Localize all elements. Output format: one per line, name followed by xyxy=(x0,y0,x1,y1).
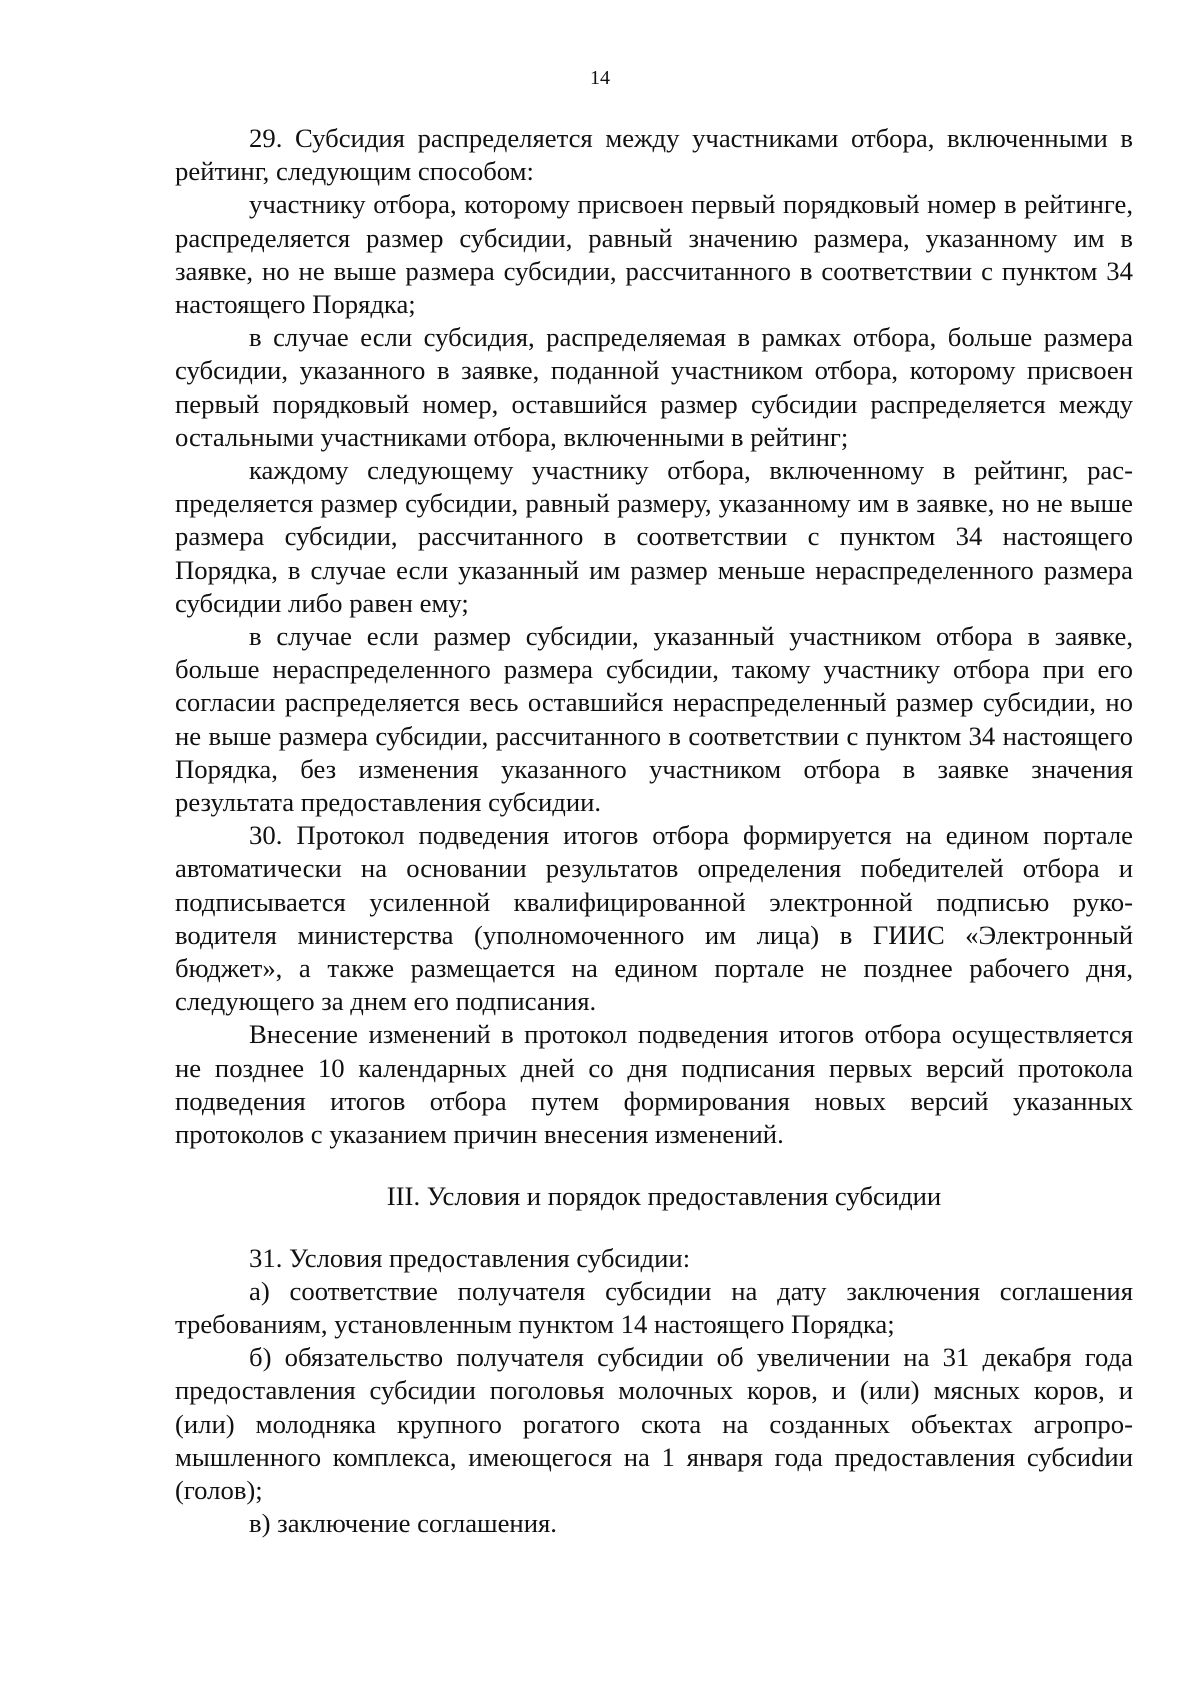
paragraph-30: 30. Протокол подведения итогов отбора формируется на едином портале автоматически на основании результатов определения победителей отбора и подписывается усиленной квалифицированной электронной подписью руководителя министерства (уполномоченного им лица) в ГИИС «Электронный бюджет», а также размещается на едином портале не позднее рабочего дня, следующего за днем его подписания. xyxy=(175,820,1133,1017)
document-body xyxy=(175,122,1133,1540)
paragraph-31-c: в) заключение соглашения. xyxy=(249,1508,557,1539)
paragraph-29-undistributed-remainder: в случае если размер субсидии, указанный участником отбора в заявке, больше нераспределенного размера субсидии, такому участнику отбора при его согласии распределяется весь оставшийся нераспределенный размер субсидии, но не выше размера субсидии, рассчитанного в соответствии с пунктом 34 настоящего Порядка, без изменения указанного участником отбора в заявке значения результата предоставления субсидии. xyxy=(175,621,1133,818)
page-number: 14 xyxy=(590,67,610,89)
paragraph-29-each-next-participant: каждому следующему участнику отбора, включенному в рейтинг, распределяется размер субсидии, равный размеру, указанному им в заявке, но не выше размера субсидии, рассчитанного в соответствии с пунктом 34 настоящего Порядка, в случае если указанный им размер меньше нераспределенного размера субсидии либо равен ему; xyxy=(175,455,1133,618)
paragraph-29: 29. Субсидия распределяется между участниками отбора, включенными в рейтинг, следующим способом: xyxy=(175,123,1133,187)
paragraph-31-a: а) соответствие получателя субсидии на дату заключения соглашения требованиям, установленным пунктом 14 настоящего Порядка; xyxy=(175,1275,1133,1339)
paragraph-29-first-participant: участнику отбора, которому присвоен первый порядковый номер в рейтинге, распределяется размер субсидии, равный значению размера, указанному им в заявке, но не выше размера субсидии, рассчитанного в соответствии с пунктом 34 настоящего Порядка; xyxy=(175,189,1133,320)
paragraph-30-protocol-changes: Внесение изменений в протокол подведения итогов отбора осуществляется не позднее 10 календарных дней со дня подписания первых версий протокола подведения итогов отбора путем формирования новых версий указанных протоколов с указанием причин внесения изменений. xyxy=(175,1019,1133,1150)
paragraph-31: 31. Условия предоставления субсидии: xyxy=(249,1242,691,1273)
section-heading: III. Условия и порядок предоставления субсидии xyxy=(386,1181,942,1212)
paragraph-29-remaining-distribution: в случае если субсидия, распределяемая в рамках отбора, больше размера субсидии, указанного в заявке, поданной участником отбора, которому присвоен первый порядковый номер, оставшийся размер субсидии распределяется между остальными участниками отбора, включенными в рейтинг; xyxy=(175,322,1133,452)
paragraph-31-b: б) обязательство получателя субсидии об увеличении на 31 декабря года предоставления субсидии поголовья молочных коров, и (или) мясных коров, и (или) молодняка крупного рогатого скота на созданных объектах агропромышленного комплекса, имеющегося на 1 января года предоставления субсиdии (голов); xyxy=(175,1342,1133,1505)
